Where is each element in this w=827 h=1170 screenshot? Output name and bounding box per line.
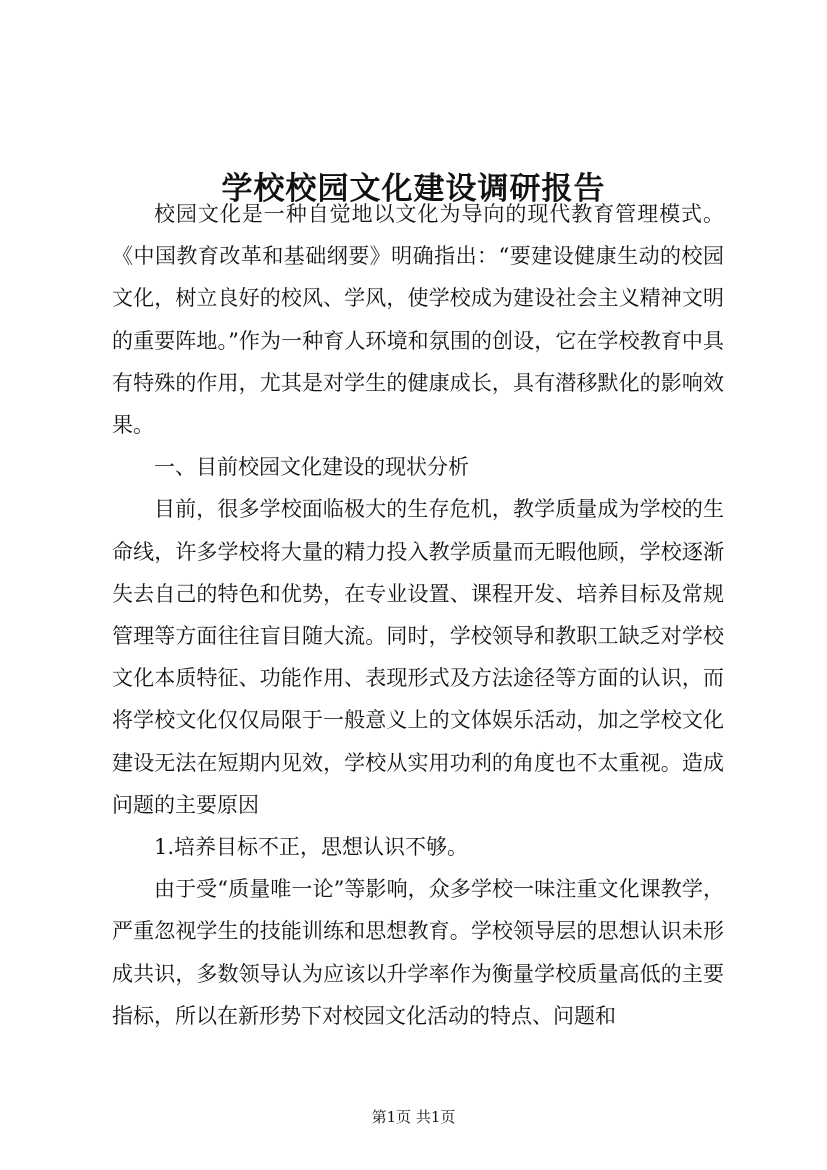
- document-title: 学校校园文化建设调研报告: [221, 170, 606, 207]
- page-footer: 第1页 共1页: [371, 1108, 456, 1126]
- section-heading-1: 一、目前校园文化建设的现状分析: [154, 455, 469, 480]
- subheading-1: 1.培养目标不正，思想认识不够。: [154, 835, 469, 860]
- paragraph-quality-theory: 由于受“质量唯一论”等影响，众多学校一味注重文化课教学，严重忽视学生的技能训练和思想教育。学校领导层的思想认识未形成共识，多数领导认为应该以升学率作为衡量学校质量高低的主要指标，所以在新形势下对校园文化活动的特点、问题和: [112, 877, 724, 1028]
- document-body: [112, 193, 724, 1037]
- paragraph-intro: 校园文化是一种自觉地以文化为导向的现代教育管理模式。《中国教育改革和基础纲要》明确指出：“要建设健康生动的校园文化，树立良好的校风、学风，使学校成为建设社会主义精神文明的重要阵地。”作为一种育人环境和氛围的创设，它在学校教育中具有特殊的作用，尤其是对学生的健康成长，具有潜移默化的影响效果。: [112, 202, 724, 438]
- paragraph-current-status: 目前，很多学校面临极大的生存危机，教学质量成为学校的生命线，许多学校将大量的精力投入教学质量而无暇他顾，学校逐渐失去自己的特色和优势，在专业设置、课程开发、培养目标及常规管理等方面往往盲目随大流。同时，学校领导和教职工缺乏对学校文化本质特征、功能作用、表现形式及方法途径等方面的认识，而将学校文化仅仅局限于一般意义上的文体娱乐活动，加之学校文化建设无法在短期内见效，学校从实用功利的角度也不太重视。造成问题的主要原因: [112, 497, 724, 817]
